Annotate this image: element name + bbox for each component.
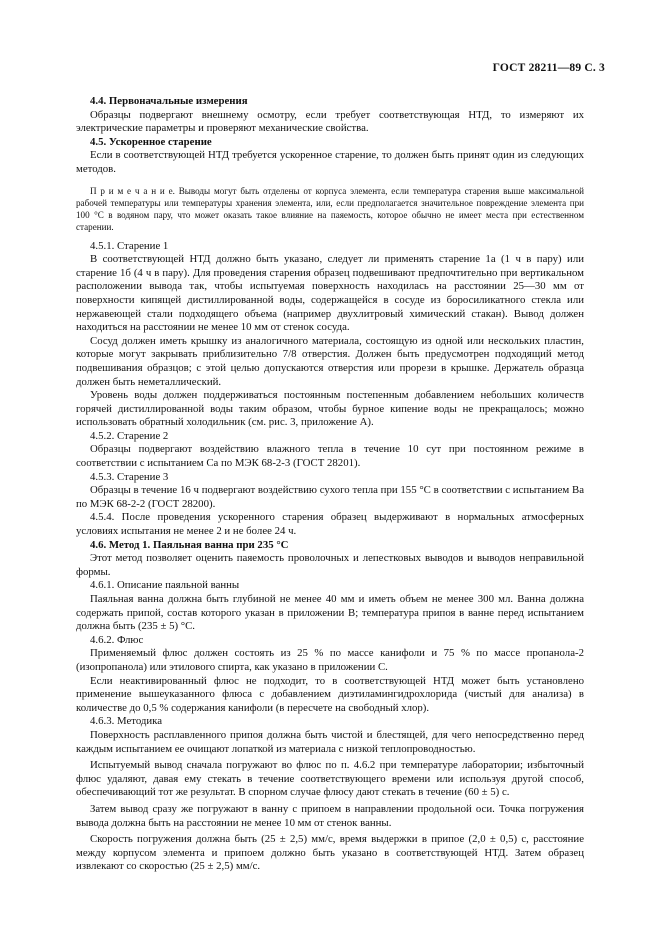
paragraph: Уровень воды должен поддерживаться постоянным постепенным добавлением небольших количеств горячей дистиллированной воды таким образом, чтобы бурное кипение воды не прекращалось; можно использовать обратный холодильник (см. рис. 3, приложение А). bbox=[76, 389, 584, 429]
subsection-heading-4-6-3: 4.6.3. Методика bbox=[90, 715, 163, 728]
page-header: ГОСТ 28211—89 С. 3 bbox=[492, 62, 605, 74]
subsection-heading-4-5-1: 4.5.1. Старение 1 bbox=[90, 239, 169, 252]
subsection-heading-4-5-3: 4.5.3. Старение 3 bbox=[90, 470, 169, 483]
paragraph: Испытуемый вывод сначала погружают во флюс по п. 4.6.2 при температуре лаборатории; избыточный флюс удаляют, давая ему стекать в течение соответствующего времени или используя другой способ, обеспечивающий тот же результат. В спорном случае флюсу дают стекать в течение (60 ± 5) с. bbox=[76, 759, 584, 799]
subsection-heading-4-6-1: 4.6.1. Описание паяльной ванны bbox=[90, 579, 240, 592]
paragraph: Образцы в течение 16 ч подвергают воздействию сухого тепла при 155 °С в соответствии с испытанием Ва по МЭК 68-2-2 (ГОСТ 28200). bbox=[76, 484, 584, 510]
subsection-heading-4-5-2: 4.5.2. Старение 2 bbox=[90, 429, 169, 442]
paragraph: Если неактивированный флюс не подходит, то в соответствующей НТД может быть установлено применение вышеуказанного флюса с добавлением диэтиламингидрохлорида (чистый для анализа) в количестве до 0,5 % содержания канифоли (в пересчете на свободный хлор). bbox=[76, 674, 584, 714]
paragraph: Этот метод позволяет оценить паяемость проволочных и лепестковых выводов и выводов неправильной формы. bbox=[76, 552, 584, 578]
document-body bbox=[76, 95, 584, 874]
paragraph: 4.5.4. После проведения ускоренного старения образец выдерживают в нормальных атмосферных условиях испытания не менее 2 и не более 24 ч. bbox=[76, 511, 584, 538]
paragraph: Скорость погружения должна быть (25 ± 2,5) мм/с, время выдержки в припое (2,0 ± 0,5) с, расстояние между корпусом элемента и припоем должно быть указано в соответствующей НТД. Затем образец извлекают со скоростью (25 ± 2,5) мм/с. bbox=[76, 833, 584, 873]
paragraph: В соответствующей НТД должно быть указано, следует ли применять старение 1а (1 ч в пару) или старение 1б (4 ч в пару). Для проведения старения образец подвешивают предпочтительно при вертикальном расположении вывода так, чтобы испытуемая поверхность находилась на расстоянии 25—30 мм от поверхности кипящей дистиллированной воды, содержащейся в сосуде из боросиликатного стекла или нержавеющей стали подходящего объема (например двухлитровый химический стакан). Вывод должен находиться на расстоянии не менее 10 мм от стенок сосуда. bbox=[76, 253, 584, 334]
paragraph: Затем вывод сразу же погружают в ванну с припоем в направлении продольной оси. Точка погружения вывода должна быть на расстоянии не менее 10 мм от стенок ванны. bbox=[76, 802, 584, 829]
paragraph: Сосуд должен иметь крышку из аналогичного материала, состоящую из одной или нескольких пластин, которые могут закрывать приблизительно 7/8 отверстия. Должен быть предусмотрен подходящий метод подвешивания образцов; с этой целью допускаются отверстия или прорези в крышке. Держатель образца должен быть неметаллический. bbox=[76, 334, 584, 388]
paragraph: Поверхность расплавленного припоя должна быть чистой и блестящей, для чего непосредственно перед каждым испытанием ее очищают лопаткой из материала с низкой теплопроводностью. bbox=[76, 728, 584, 755]
section-heading-4-5: 4.5. Ускоренное старение bbox=[90, 135, 212, 148]
paragraph: Если в соответствующей НТД требуется ускоренное старение, то должен быть принят один из следующих методов. bbox=[76, 149, 584, 175]
paragraph: Применяемый флюс должен состоять из 25 % по массе канифоли и 75 % по массе пропанола-2 (изопропанола) или этилового спирта, как указано в приложении С. bbox=[76, 647, 584, 673]
subsection-heading-4-6-2: 4.6.2. Флюс bbox=[90, 633, 144, 646]
section-heading-4-6: 4.6. Метод 1. Паяльная ванна при 235 °С bbox=[90, 538, 289, 551]
paragraph: Образцы подвергают внешнему осмотру, если требует соответствующая НТД, то измеряют их электрические параметры и проверяют механические свойства. bbox=[76, 108, 584, 135]
paragraph: Паяльная ванна должна быть глубиной не менее 40 мм и иметь объем не менее 300 мл. Ванна должна содержать припой, состав которого указан в приложении В; температура припоя в ванне перед испытанием должна быть (235 ± 5) °С. bbox=[76, 593, 584, 633]
paragraph: Образцы подвергают воздействию влажного тепла в течение 10 сут при постоянном режиме в соответствии с испытанием Са по МЭК 68-2-3 (ГОСТ 28201). bbox=[76, 443, 584, 470]
note: П р и м е ч а н и е. Выводы могут быть отделены от корпуса элемента, если температура старения выше максимальной рабочей температуры или температуры хранения элемента, или, если предполагается значительное повреждение элемента при 100 °С в водяном пару, что может оказать такое влияние на паяемость, которое обычно не имеет места при естественном старении. bbox=[76, 185, 584, 232]
section-heading-4-4: 4.4. Первоначальные измерения bbox=[90, 95, 248, 107]
